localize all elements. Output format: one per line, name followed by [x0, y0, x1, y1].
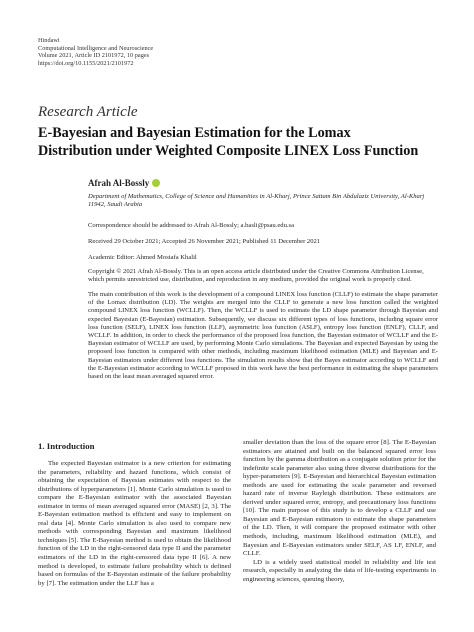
copyright-notice: Copyright © 2021 Afrah Al-Bossly. This is an open access article distributed under the Creative Commons Attribution License, which permits unrestricted use, distribution, and reproduction in any medium, provided the original work is properly cited. [88, 268, 424, 284]
doi-link[interactable]: https://doi.org/10.1155/2021/2101972 [38, 59, 134, 67]
publisher-name: Hindawi [38, 37, 60, 44]
affiliation: Department of Mathematics, College of Science and Humanities in Al-Kharj, Prince Sattam Bin Abdulaziz University, Al-Kharj 11942, Saudi Arabia [88, 193, 425, 209]
orcid-icon[interactable] [152, 179, 160, 187]
volume-info: Volume 2021, Article ID 2101972, 10 pages [38, 52, 150, 60]
dates: Received 29 October 2021; Accepted 26 November 2021; Published 11 December 2021 [88, 238, 321, 245]
right-column [243, 439, 436, 584]
academic-editor: Academic Editor: Ahmed Mostafa Khalil [88, 254, 197, 261]
left-column [38, 460, 231, 588]
paragraph: The expected Bayesian estimator is a new criterion for estimating the parameters, reliability and hazard functions, which consist of obtaining the expectation of Bayesian estimates with respect to the distributions of hyperparameters [1]. Monte Carlo simulation is used to compare the E-Bayesian estimator with the associated Bayesian estimator in terms of mean averaged squared error (MASE) [2, 3]. The E-Bayesian estimation method is efficient and easy to implement on real data [4]. Monte Carlo simulation is also used to compare new methods with corresponding Bayesian and maximum likelihood techniques [5]. The E-Bayesian method is used to obtain the likelihood function of the LD in the right-censored data type II and the parameter estimators of the LD in the right-censored data type II [6]. A new method is developed, to estimate failure probability which is defined based on formulas of the E-Bayesian estimate of the failure probability by [7]. The estimation under the LLF has a [38, 460, 231, 587]
journal-name: Computational Intelligence and Neuroscience [38, 44, 154, 52]
journal-header [38, 37, 153, 67]
article-type: Research Article [38, 104, 138, 120]
paragraph: smaller deviation than the loss of the square error [8]. The E-Bayesian estimators are attained and built on the balanced squared error loss function by the gamma distribution as a conjugate solution prior for the indefinite scale parameter also using three diverse distributions for the hyper-parameters [9]. E-Bayesian and hierarchical Bayesian estimation methods are used for estimating the scale parameter and reversed hazard rate of inverse Rayleigh distribution. These estimators are derived under squared error, entropy, and precautionary loss functions [10]. The main purpose of this study is to develop a CLLF and use Bayesian and E-Bayesian estimators to estimate the shape parameters of the LD. Then, it will compare the proposed estimator with other methods, including, maximum likelihood estimation (MLE), and Bayesian and E-Bayesian estimators under SELF, AS LF, ENLF, and CLLF. [243, 439, 436, 558]
author-line [88, 178, 160, 188]
abstract: The main contribution of this work is the development of a compound LINEX loss function (CLLF) to estimate the shape parameter of the Lomax distribution (LD). The weights are merged into the CLLF to generate a new loss function called the weighted compound LINEX loss function (WCLLF). Then, the WCLLF is used to estimate the LD shape parameter through Bayesian and expected Bayesian (E-Bayesian) estimation. Subsequently, we discuss six different types of loss functions, including square error loss function (SELF), LINEX loss function (LLF), asymmetric loss function (ASLF), entropy loss function (ENLF), CLLF, and WCLLF. In addition, in order to check the performance of the proposed loss function, the Bayesian estimator of WCLLF and the E-Bayesian estimator of WCLLF are used, by performing Monte Carlo simulations. The Bayesian and expected Bayesian by using the proposed loss function is compared with other methods, including maximum likelihood estimation (MLE) and Bayesian and E-Bayesian estimators under different loss functions. The simulation results show that the Bayes estimator according to WCLLF and the E-Bayesian estimator according to WCLLF proposed in this work have the best performance in estimating the shape parameters based on the least mean averaged squared error. [88, 291, 438, 381]
title-line-1: E-Bayesian and Bayesian Estimation for the Lomax [38, 125, 351, 141]
paper-title [38, 124, 448, 160]
correspondence: Correspondence should be addressed to Afrah Al-Bossly; a.basli@psau.edu.sa [88, 222, 295, 229]
section-heading: 1. Introduction [38, 441, 95, 451]
paragraph: LD is a widely used statistical model in reliability and life test research, especially in analyzing the data of life-testing experiments in engineering sciences, queuing theory, [243, 558, 436, 583]
title-line-2: Distribution under Weighted Composite LINEX Loss Function [38, 143, 419, 159]
author-name[interactable]: Afrah Al-Bossly [88, 178, 150, 188]
